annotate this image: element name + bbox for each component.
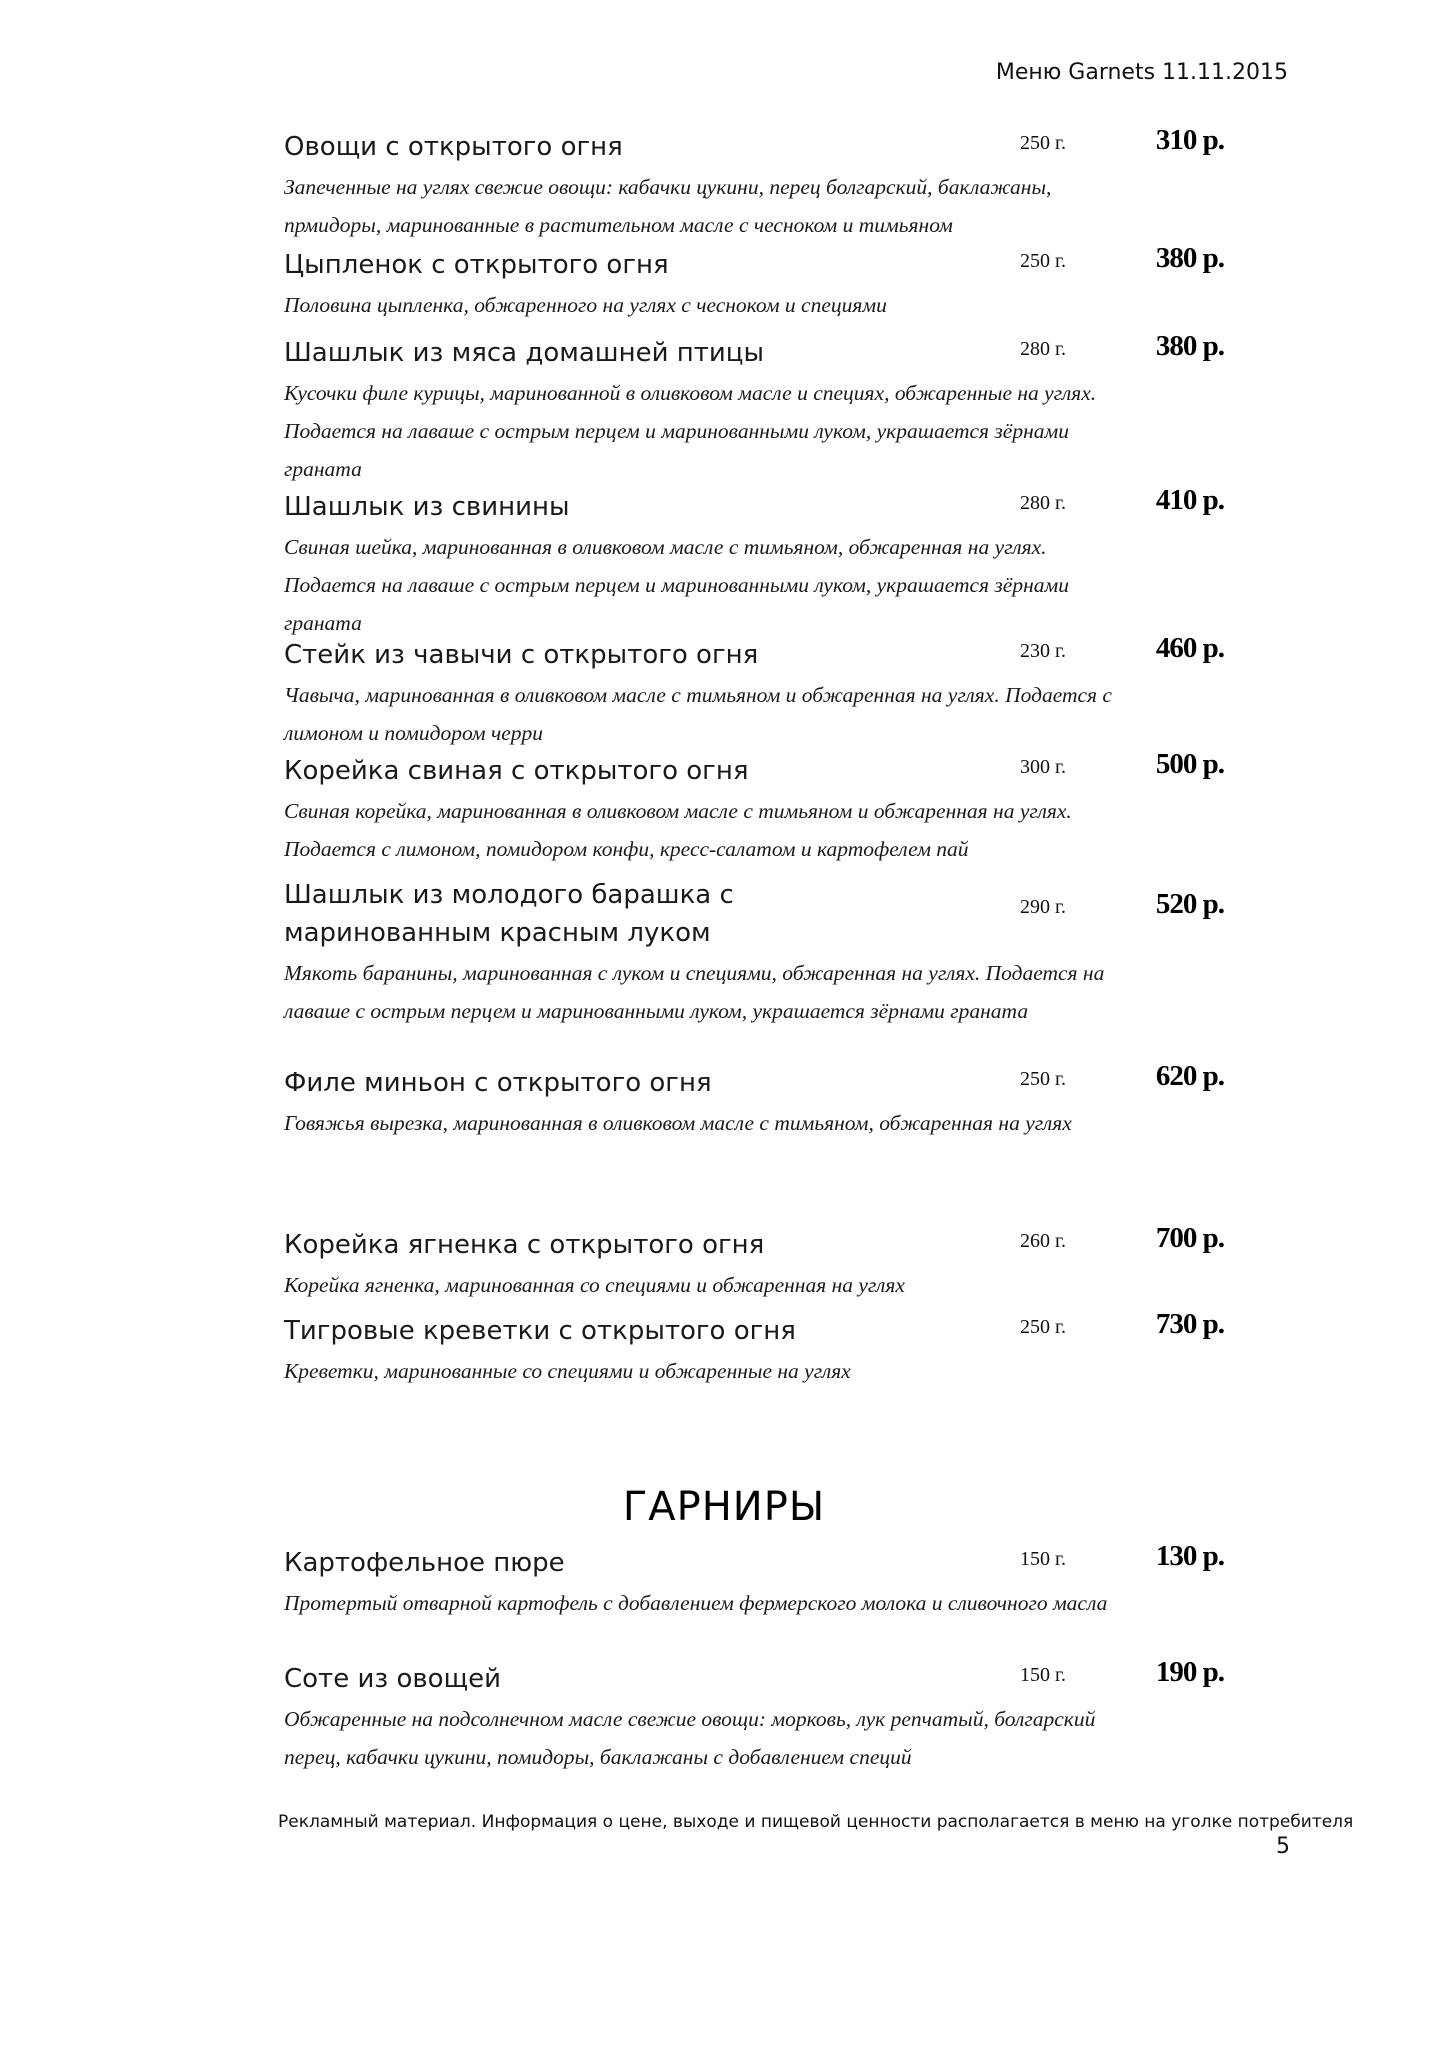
- item-weight: 250 г.: [1020, 1068, 1066, 1090]
- item-weight: 250 г.: [1020, 1316, 1066, 1338]
- item-description-line: лимоном и помидором черри: [284, 721, 544, 745]
- item-description-line: Обжаренные на подсолнечном масле свежие овощи: морковь, лук репчатый, болгарский: [284, 1707, 1096, 1731]
- menu-item: [284, 124, 1224, 244]
- item-weight: 260 г.: [1020, 1230, 1066, 1252]
- menu-item: [284, 632, 1224, 752]
- item-name: Корейка ягненка с открытого огня: [284, 1230, 765, 1260]
- item-description-line: Половина цыпленка, обжаренного на углях с чесноком и специями: [284, 293, 887, 317]
- footer-disclaimer: Рекламный материал. Информация о цене, выходе и пищевой ценности располагается в меню на уголке потребителя: [278, 1812, 1354, 1832]
- item-weight: 250 г.: [1020, 250, 1066, 272]
- item-description-line: Подается на лаваше с острым перцем и маринованными луком, украшается зёрнами: [284, 573, 1069, 597]
- item-name: Шашлык из свинины: [284, 492, 570, 522]
- item-weight: 150 г.: [1020, 1548, 1066, 1570]
- page-header: Меню Garnets 11.11.2015: [995, 60, 1288, 85]
- section-title: ГАРНИРЫ: [622, 1484, 826, 1530]
- item-name: Тигровые креветки с открытого огня: [284, 1316, 796, 1346]
- item-description-line: лаваше с острым перцем и маринованными луком, украшается зёрнами граната: [284, 999, 1029, 1023]
- menu-item: [284, 484, 1224, 642]
- item-description-line: Запеченные на углях свежие овощи: кабачки цукини, перец болгарский, баклажаны,: [284, 175, 1052, 199]
- menu-item: [284, 242, 1224, 324]
- menu-item: [284, 876, 1224, 1030]
- item-name: Цыпленок с открытого огня: [284, 250, 669, 280]
- item-name: Филе миньон с открытого огня: [284, 1068, 712, 1098]
- item-price: 380 р.: [1155, 242, 1224, 274]
- item-price: 310 р.: [1155, 124, 1224, 156]
- item-description-line: Протертый отварной картофель с добавлением фермерского молока и сливочного масла: [284, 1591, 1108, 1615]
- item-name: Шашлык из молодого барашка с маринованным красным луком: [284, 880, 734, 948]
- item-name: Шашлык из мяса домашней птицы: [284, 338, 765, 368]
- item-weight: 300 г.: [1020, 756, 1066, 778]
- item-description-line: Свиная шейка, маринованная в оливковом масле с тимьяном, обжаренная на углях.: [284, 535, 1047, 559]
- menu-item: [284, 1540, 1224, 1622]
- item-description-line: Подается с лимоном, помидором конфи, кресс-салатом и картофелем пай: [284, 837, 969, 861]
- item-weight: 230 г.: [1020, 640, 1066, 662]
- item-weight: 150 г.: [1020, 1664, 1066, 1686]
- item-name: Стейк из чавычи с открытого огня: [284, 640, 759, 670]
- item-description-line: Корейка ягненка, маринованная со специями и обжаренная на углях: [284, 1273, 905, 1297]
- menu-item: [284, 330, 1224, 488]
- menu-item: [284, 1222, 1224, 1304]
- menu-item: [284, 1308, 1224, 1390]
- item-description-line: Чавыча, маринованная в оливковом масле с тимьяном и обжаренная на углях. Подается с: [284, 683, 1112, 707]
- item-weight: 280 г.: [1020, 338, 1066, 360]
- item-price: 460 р.: [1155, 632, 1224, 664]
- item-name: Соте из овощей: [284, 1664, 501, 1694]
- item-price: 380 р.: [1155, 330, 1224, 362]
- menu-item: [284, 1656, 1224, 1776]
- item-price: 500 р.: [1155, 748, 1224, 780]
- item-description-line: Говяжья вырезка, маринованная в оливковом масле с тимьяном, обжаренная на углях: [284, 1111, 1072, 1135]
- item-weight: 290 г.: [1020, 896, 1066, 918]
- item-price: 700 р.: [1155, 1222, 1224, 1254]
- item-description-line: Кусочки филе курицы, маринованной в оливковом масле и специях, обжаренные на углях.: [284, 381, 1097, 405]
- item-price: 190 р.: [1155, 1656, 1224, 1688]
- item-name: Картофельное пюре: [284, 1548, 565, 1578]
- item-description-line: прмидоры, маринованные в растительном масле с чесноком и тимьяном: [284, 213, 953, 237]
- item-description-line: перец, кабачки цукини, помидоры, баклажаны с добавлением специй: [284, 1745, 912, 1769]
- item-price: 520 р.: [1155, 888, 1224, 920]
- item-weight: 280 г.: [1020, 492, 1066, 514]
- item-description-line: Свиная корейка, маринованная в оливковом масле с тимьяном и обжаренная на углях.: [284, 799, 1072, 823]
- item-description-line: граната: [284, 611, 362, 635]
- item-name: Овощи с открытого огня: [284, 132, 623, 162]
- item-description-line: Подается на лаваше с острым перцем и маринованными луком, украшается зёрнами: [284, 419, 1069, 443]
- item-description-line: Мякоть баранины, маринованная с луком и специями, обжаренная на углях. Подается на: [284, 961, 1105, 985]
- item-price: 130 р.: [1155, 1540, 1224, 1572]
- menu-item: [284, 748, 1224, 868]
- menu-item: [284, 1060, 1224, 1142]
- item-name: Корейка свиная с открытого огня: [284, 756, 749, 786]
- item-price: 410 р.: [1155, 484, 1224, 516]
- item-weight: 250 г.: [1020, 132, 1066, 154]
- item-price: 620 р.: [1155, 1060, 1224, 1092]
- item-description-line: граната: [284, 457, 362, 481]
- item-price: 730 р.: [1155, 1308, 1224, 1340]
- page-number: 5: [1276, 1834, 1290, 1859]
- item-description-line: Креветки, маринованные со специями и обжаренные на углях: [284, 1359, 851, 1383]
